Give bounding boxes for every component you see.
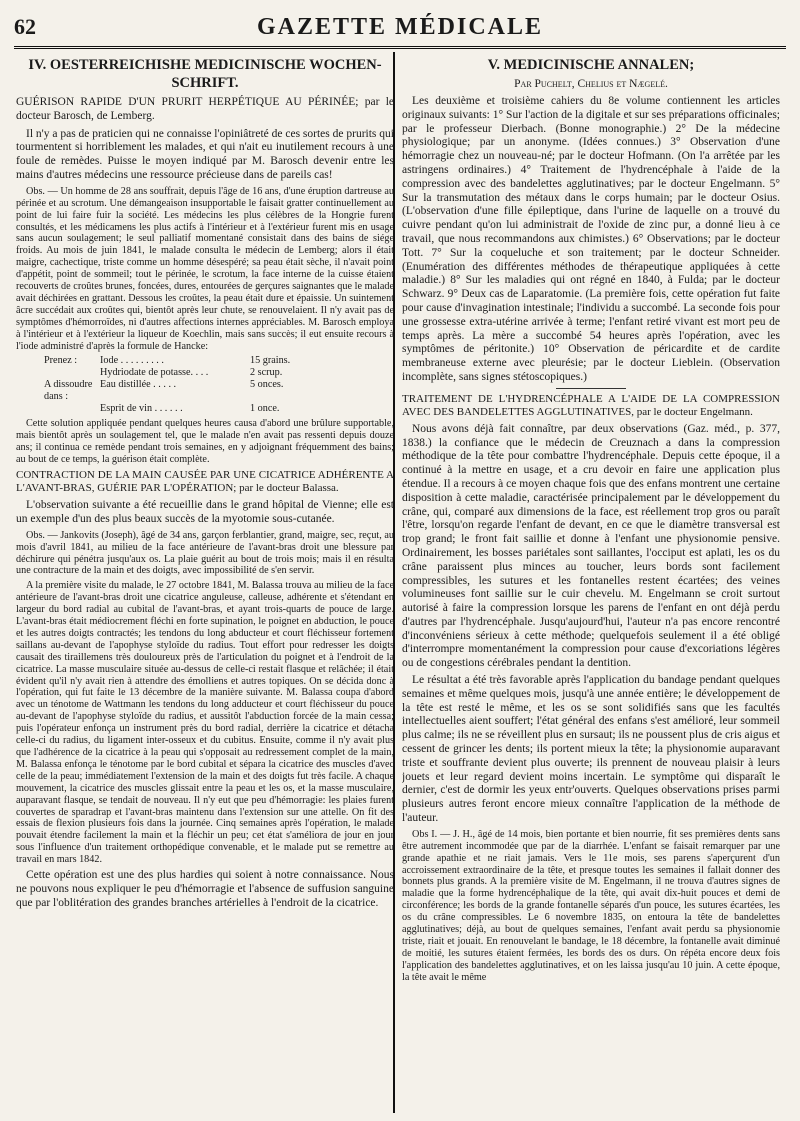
right-column <box>402 56 780 1115</box>
paragraph: Cette opération est une des plus hardies qui soient à notre connaissance. Nous ne pouvons nous expliquer le peu d'hémorragie et l'absence de suffusion sanguine que par l'oblitération des grandes branches artérielles à l'endroit de la cicatrice. <box>16 869 394 909</box>
left-column <box>16 56 394 1115</box>
paragraph: Obs. — Un homme de 28 ans souffrait, depuis l'âge de 16 ans, d'une éruption dartreuse au périnée et au scrotum. Une démangeaison insupportable le faisait gratter continuellement au point de lui faire fuir la société. Les médecins les plus célèbres de la Hongrie furent consultés, et les médicamens les plus actifs à l'intérieur et à l'extérieur furent mis en usage sans aucun soulagement; le seul palliatif momentané consistait dans des bains de siége froids. Au mois de juin 1841, le malade consulta le médecin de Lemberg; alors il était maigre, cachectique, triste comme un homme désespéré; sa peau était sèche, il n'avait point d'appétit, point de sommeil; tout le périnée, le scrotum, la face interne de la cuisse étaient recouverts de croûtes brunes, foncées, dures, entourées de gerçures saignantes que le malade avait déchirées en grattant. Dessous les croûtes, la peau était dure et épaissie. Un suintement âcre succédait aux croûtes qui, bientôt après leur chute, se renouvelaient. Il n'y avait pas de symptômes d'hémorroïdes, ni d'autres affections internes appréciables. M. Barosch employa à l'intérieur et à l'extérieur la liqueur de Koechlin, mais sans succès; il eut ensuite recours à l'iode administré d'après la formule de Hancke: <box>16 185 394 352</box>
section-authors: Par Puchelt, Chelius et Nægelé. <box>514 78 668 90</box>
prescription <box>44 355 394 415</box>
paragraph: Il n'y a pas de praticien qui ne connaisse l'opiniâtreté de ces sortes de prurits qui tourmentent si horriblement les malades, et qui n'ait eu inutilement recours à une foule de remèdes. Puisse le moyen indiqué par M. Barosch devenir entre les mains d'autres médecins une ressource précieuse dans de pareils cas! <box>16 127 394 181</box>
article-title-hydrencephale: TRAITEMENT DE L'HYDRENCÉPHALE A L'AIDE DE LA COMPRESSION AVEC DES BANDELETTES AGGLUTINATIVES, par le docteur Engelmann. <box>402 392 780 418</box>
article-title-contraction: CONTRACTION DE LA MAIN CAUSÉE PAR UNE CICATRICE ADHÉRENTE A L'AVANT-BRAS, GUÉRIE PAR L'OPÉRATION; par le docteur Balassa. <box>16 469 394 495</box>
prescription-row: Hydriodate de potasse. . . . 2 scrup. <box>100 367 283 379</box>
paragraph: Le résultat a été très favorable après l'application du bandage pendant quelques semaines et même quelques mois, jusqu'à une année entière; le développement de la tête est resté le même, et les os se sont solidifiés sans que les facultés intellectuelles aient souffert; l'état général des enfans s'est amélioré, leur sommeil plus calme; ils ne se réveillent plus en sursaut; ils ne poussent plus de cris aigus et cessent de grincer les dents; ils portent mieux la tête; la physionomie auparavant triste et souffrante devient plus ouverte; ils prennent de nouveau plaisir à leurs jouets et leur regard devient moins incertain. Le symptôme qui disparaît le dernier, c'est de dormir les yeux entr'ouverts. Quelques observations prises parmi plusieurs autres feront encore mieux connaître l'application de la méthode de l'auteur. <box>402 674 780 825</box>
paragraph: Obs I. — J. H., âgé de 14 mois, bien portante et bien nourrie, fit ses premières dents sans être autrement incommodée que par de la diarrhée. L'enfant se faisait remarquer par une grande apathie et ne riait jamais. Vers le 11e mois, ses parens s'aperçurent d'un accroissement extraordinaire de la tête, et presque toutes les semaines il fallait donner des bonnets plus grands. A la première visite de M. Engelmann, il ne trouva d'autres signes de maladie que la forme hydrencéphalique de la tête, qui avait dix-huit pouces et demi de circonférence; les bords de la grande fontanelle séparés d'un pouce, les sutures écartées, les os du crâne compressibles. Le 6 novembre 1835, on entoura la tête de bandelettes agglutinatives; déjà, au bout de quelques semaines, l'enfant avait perdu sa physionomie triste, riait et jouait. En renouvelant le bandage, le 18 décembre, la fontanelle avait diminué de moitié, les sutures étaient fermées, les bords des os durs. On répéta encore deux fois l'application des bandelettes agglutinatives, et on les laissa jusqu'au 10 juin. A cette époque, la tête avait le même <box>402 828 780 983</box>
journal-title: GAZETTE MÉDICALE <box>256 14 544 40</box>
separator-rule <box>556 388 626 389</box>
header-rule <box>14 46 786 49</box>
paragraph: L'observation suivante a été recueillie dans le grand hôpital de Vienne; elle est un exemple d'un des plus beaux succès de la myotomie sous-cutanée. <box>16 499 394 525</box>
paragraph: Obs. — Jankovits (Joseph), âgé de 34 ans, garçon ferblantier, grand, maigre, sec, reçut, au mois d'avril 1841, au milieu de la face antérieure de l'avant-bras droit une blessure par déchirure qui pénétra jusqu'aux os. La plaie guérit au bout de trois mois; mais il en résulta une contracture de la main et des doigts, avec impossibilité de s'en servir. <box>16 529 394 577</box>
section-title-v: V. MEDICINISCHE ANNALEN; <box>487 57 695 73</box>
page-number: 62 <box>14 14 36 39</box>
section-title-iv: IV. OESTERREICHISHE MEDICINISCHE WOCHEN-SCHRIFT. <box>28 57 382 91</box>
page-header <box>14 12 786 42</box>
article-title-pruritus: GUÉRISON RAPIDE D'UN PRURIT HERPÉTIQUE AU PÉRINÉE; par le docteur Barosch, de Lemberg. <box>16 96 394 122</box>
paragraph: Nous avons déjà fait connaître, par deux observations (Gaz. méd., p. 377, 1838.) la confiance que le médecin de Creuznach a dans la compression méthodique de la tête pour combattre l'hydrencéphale. Depuis cette époque, il a continué à la mettre en usage, et a cru devoir en faire une application plus étendue. Il a recours à ce moyen chaque fois que des enfans montrent une certaine disposition à cette maladie, caractérisée principalement par le développement du crâne, qui, comparé aux dimensions de la face, est réellement trop gros ou paraît l'être, lorsqu'on regarde l'enfant de devant, en ce que le diamètre transversal est trop grand; le front fait saillie et donne à l'enfant une physionomie pensive. Ordinairement, les bosses pariétales sont saillantes, l'occiput est aplati, les os du crâne paraissent plus minces au toucher, leurs bords sont facilement compressibles, les sutures et les fontanelles restent écartées; des veines volumineuses font saillie sur le cuir chevelu. M. Engelmann se croit surtout autorisé à faire la compression lorsque les parens de l'enfant en ont déjà perdu d'autres par l'hydrencéphale. Jusqu'aujourd'hui, l'auteur n'a pas encore rencontré d'inconvéniens sérieux à cette méthode; quelquefois seulement il a été obligé d'interrompre momentanément la compression pour cause d'excoriations légères ou de congestions cérébrales pendant la dentition. <box>402 422 780 670</box>
paragraph: Les deuxième et troisième cahiers du 8e volume contiennent les articles originaux suivants: 1° Sur l'action de la digitale et sur ses préparations officinales; par le professeur Dierbach. (Bonne monographie.) 2° De la médecine physiologique; par un anonyme. (Idées connues.) 3° Observation d'une hémorragie chez un nouveau-né; par le docteur Hofmann. (On l'a arrêtée par les astringens ordinaires.) 4° Traitement de l'hydrencéphale à l'aide de la compression avec des bandelettes agglutinatives; par le docteur Engelmann. 5° Sur la transmutation des métaux dans le corps humain; par le docteur Osius. (L'observation d'une fille épileptique, dans l'urine de laquelle on a trouvé du cuivre pendant qu'on lui administrait de l'oxide de zinc pur, a donné lieu à ce travail, que nous recommandons aux chimistes.) 6° Observations; par le docteur Tott. 7° Sur la coqueluche et son traitement; par le docteur Schneider. (Enumération des différentes méthodes de thérapeutique appliquées à cette maladie.) 8° Sur les maladies qui ont régné en 1840, à Fulda; par le docteur Schwarz. 9° Deux cas de Laparatomie. (La première fois, cette opération fut faite pour cause d'invagination intestinale; l'individu a succombé. La seconde fois pour une grossesse extra-utérine arrivée à terme; l'enfant retiré vivant est mort peu de temps après. La mère a succombé 54 heures après l'opération, avec les symptômes de péritonite.) 10° Observation de péricardite et de cardite membraneuse externe avec pleurésie; par le docteur Lieblein. (Observation incomplète, sans signes stétoscopiques.) <box>402 95 780 383</box>
prescription-row: A dissoudre dans : Eau distillée . . . . . 5 onces. <box>44 379 284 403</box>
paragraph: A la première visite du malade, le 27 octobre 1841, M. Balassa trouva au milieu de la face antérieure de l'avant-bras droit une cicatrice anguleuse, calleuse, adhérente et s'étendant en largeur du bord radial au cubital de l'avant-bras, et ayant trois-quarts de pouce de large. L'avant-bras était médiocrement fléchi en forte supination, le poignet en abduction, le pouce et les autres doigts contractés; les tendons du long abducteur et court fléchisseur fortement saillans au-devant de l'apophyse styloïde du radius. Tout effort pour redresser les doigts causait des tiraillemens très douloureux près de l'articulation du poignet et à l'endroit de la cicatrice. La masse musculaire située au-dessus de celle-ci restait flasque et relâchée; il était évident qu'il n'y avait rien à attendre des émolliens et autres topiques. On se décida donc à l'opération, qui fut faite le 13 décembre de la manière suivante. M. Balassa coupa d'abord avec un ténotome de Wattmann les tendons du long adducteur et court fléchisseur du pouce au-devant de l'apophyse styloïde du radius, et aussitôt l'abduction forcée de la main cessa; puis l'opérateur enfonça un instrument près du bord radial, derrière la cicatrice et détacha celle-ci du radius, du ligament inter-osseux et du cubitus. Ensuite, comme il n'y avait plus que l'adhérence de la cicatrice à la peau qui s'opposait au redressement complet de la main, M. Balassa enfonça le ténotome par le bord cubital et sépara la cicatrice des muscles d'avec celle de la peau; immédiatement l'extension de la main et des doigts fut très facile. A chaque mouvement, la cicatrice des muscles glissait entre la peau et les os, et la masse musculaire, auparavant flasque, se tendait de nouveau. Il n'y eut que peu d'hémorragie: les plaies furent couvertes de sparadrap et l'avant-bras maintenu dans l'extension sur une attelle. On fit des essais de flexion plusieurs fois dans la journée. Cinq semaines après l'opération, le malade pouvait étendre facilement la main et la fléchir un peu; cet état s'améliora de jour en jour sous l'influence d'un traitement orthopédique convenable, et le malade put se remettre au travail en mars 1842. <box>16 580 394 866</box>
prescription-row: Esprit de vin . . . . . . 1 once. <box>100 403 280 415</box>
paragraph: Cette solution appliquée pendant quelques heures causa d'abord une brûlure supportable, mais bientôt après un soulagement tel, que le malade n'en avait pas ressenti depuis douze ans; il continua ce remède pendant trois semaines, en y adjoignant fréquemment des bains; au bout de ce temps, la guérison était complète. <box>16 418 394 466</box>
prescription-row: Prenez : Iode . . . . . . . . . 15 grains. <box>44 355 291 367</box>
